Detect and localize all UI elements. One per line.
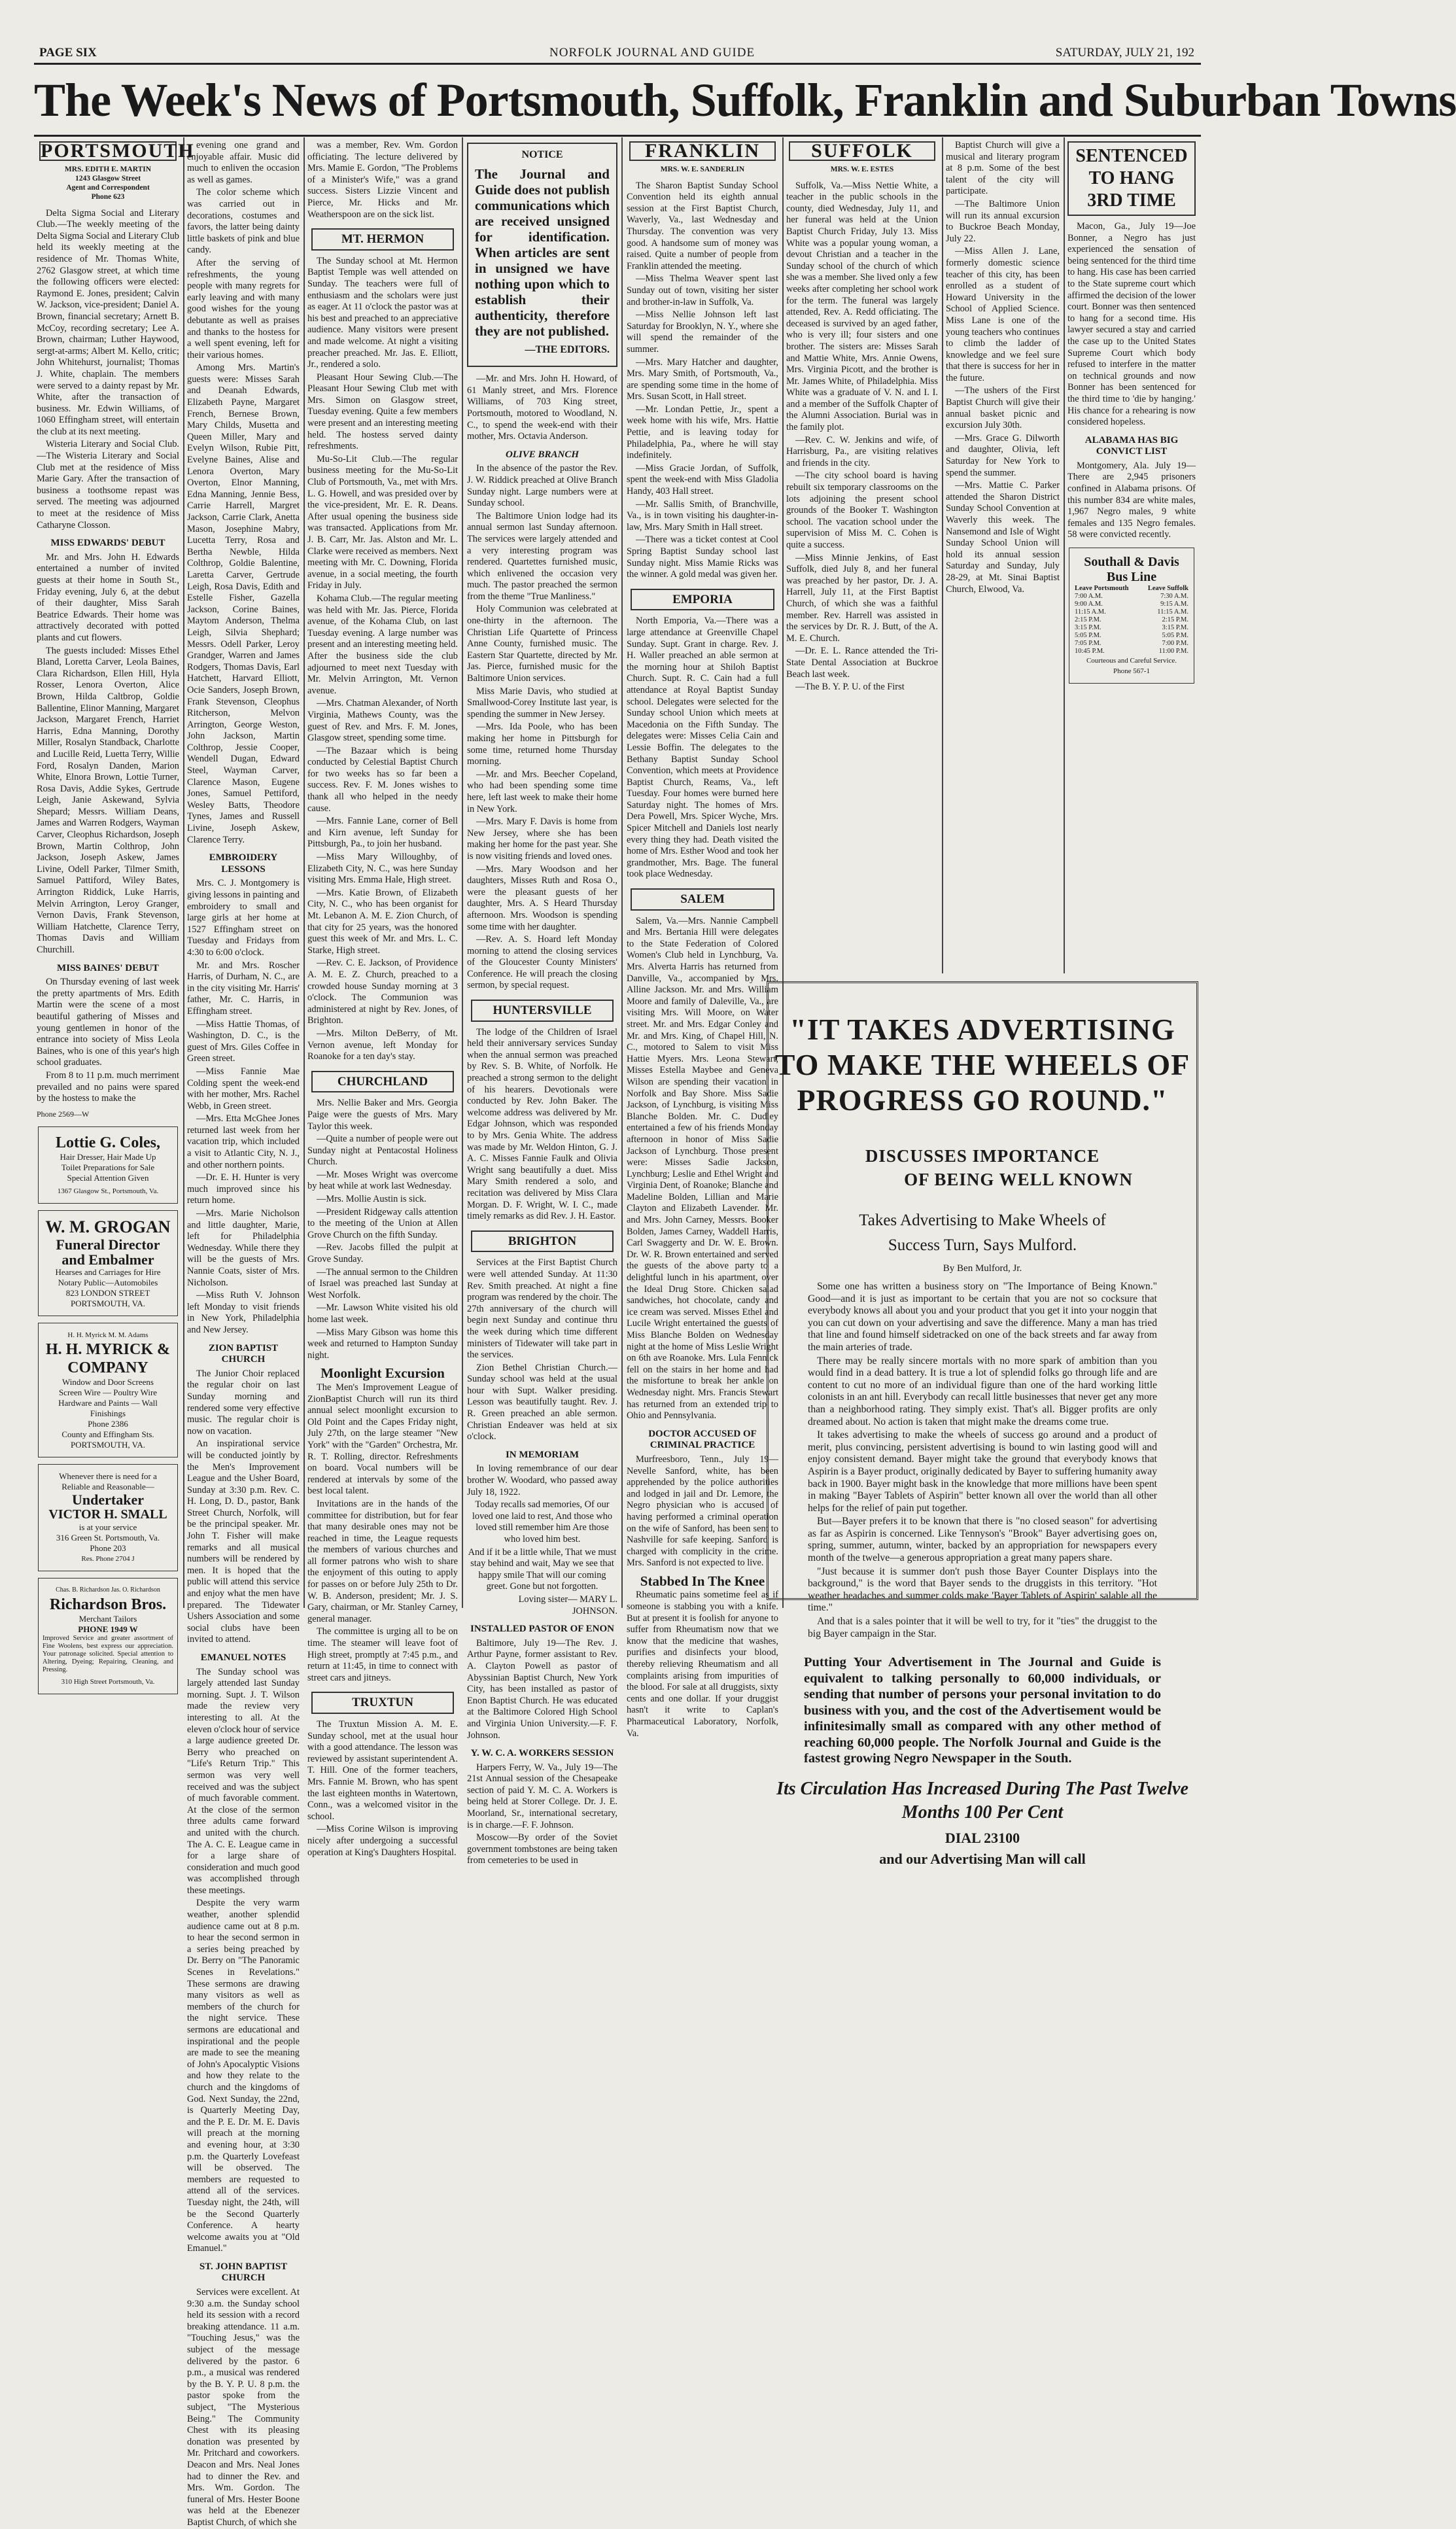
advertising-feature (767, 981, 1198, 1867)
headline-boxed: CHURCHLAND (311, 1071, 454, 1093)
headline: Moonlight Excursion (321, 1365, 445, 1382)
column-divider (303, 137, 305, 1608)
bus-schedule-row (1073, 624, 1190, 632)
headline: OLIVE BRANCH (505, 449, 580, 460)
section-title-suffolk: SUFFOLK (789, 141, 935, 161)
article-paragraph: —Mrs. Marie Nicholson and little daughter, Marie, left for Philadelphia Wednesday. While there they will be the guests of Mrs. Nannie Coats, sister of Mrs. Nicholson. (187, 1208, 300, 1288)
article-paragraph: —The B. Y. P. U. of the First (795, 682, 905, 693)
article-paragraph: Harpers Ferry, W. Va., July 19—The 21st Annual session of the Chesapeake section of paid Y. M. C. A. Workers is being held at Storer College. Dr. J. E. Moorland, Sr., international secretary, is in charge.—F. F. Johnson. (467, 1762, 617, 1830)
article-paragraph: It takes advertising to make the wheels of success go around and a product of merit, plus convincing, persistent advertising is bound to win lasting good will and enjoy consistent demand. Bayer might take the ground that everybody knows that Aspirin is a Bayer product, originally dedicated by Bayer to suffering humanity away back in 1900. Bayer might bask in the knowledge that more millions have been spent in making "Bayer Tablets of Aspirin" better known all over the world than all other helps for the relief of pain put together. (808, 1429, 1157, 1514)
ad-headline: "IT TAKES ADVERTISING TO MAKE THE WHEELS OF PROGRESS GO ROUND." (774, 1013, 1190, 1117)
headline: ALABAMA HAS BIG CONVICT LIST (1084, 434, 1179, 457)
article-paragraph: —The Baltimore Union will run its annual excursion to Buckroe Beach Monday, July 22. (946, 198, 1060, 244)
bus-time-suffolk: 9:15 A.M. (1160, 601, 1188, 608)
ad-callout: and our Advertising Man will call (879, 1850, 1086, 1867)
article-paragraph: Wisteria Literary and Social Club.—The Wisteria Literary and Social Club met at the residence of Miss Marie Gary. After the transaction of business a toothsome repast was served. The meeting was adjourned to meet at the residence of Miss Catharyne Closson. (37, 439, 179, 531)
article-paragraph: Macon, Ga., July 19—Joe Bonner, a Negro has just experienced the sensation of being sentenced for the third time to hang. His case has been carried to the State supreme court which affirmed the decision of the lower court. Bonner was then sentenced to hang for a second time. His lawyer secured a stay and carried the case up to the United States Supreme Court which body refused to interfere in the matter on technical grounds and now Bonner has been sentenced for the third time to 'die by hanging.' His chance for a rehearing is now considered hopeless. (1067, 221, 1196, 428)
bus-time-portsmouth: 10:45 P.M. (1075, 648, 1105, 655)
headline: ZION BAPTIST CHURCH (208, 1342, 279, 1365)
bus-schedule-row (1073, 616, 1190, 624)
column-news-briefs (1067, 140, 1196, 971)
correspondent-byline: MRS. W. E. SANDERLIN (660, 165, 745, 173)
article-paragraph: Baltimore, July 19—The Rev. J. Arthur Payne, former assistant to Rev. A. Clayton Powell as pastor of Abyssinian Baptist Church, New York City, has been installed as pastor of Enon Baptist Church. He was educated at the Baltimore Colored High School and Virginia Union University.—F. F. Johnson. (467, 1637, 617, 1741)
column-suffolk-continued (946, 140, 1060, 971)
article-paragraph: —Mrs. Fannie Lane, corner of Bell and Kirn avenue, left Sunday for Pittsburgh, Pa., to join her husband. (307, 816, 458, 850)
article-paragraph: Montgomery, Ala. July 19—There are 2,945 prisoners confined in Alabama prisons. Of this number 834 are white males, 1,967 Negro males, 9 white females and 135 Negro females. 58 were convicted recently. (1067, 460, 1196, 540)
article-paragraph: The Sunday school was largely attended last Sunday morning. Supt. J. T. Wilson made the review very interesting to all. At the eleven o'clock hour of service a large audience greeted Dr. Berry who preached on "Life's Return Trip." This sermon was very well received and was the subject of much favorable comment. At the close of the sermon three adults came forward and united with the church. The A. C. E. League came in for a large share of consideration and much good was accomplished through these meetings. (187, 1666, 300, 1896)
article-paragraph: —Mr. Sallis Smith, of Branchville, Va., is in town visiting his daughter-in-law, Mrs. Mary Smith in Hall street. (627, 498, 778, 532)
article-paragraph: —Rev. Jacobs filled the pulpit at Grove Sunday. (307, 1242, 458, 1265)
bus-time-suffolk: 5:05 P.M. (1162, 632, 1188, 640)
signature: Loving sister— MARY L. JOHNSON. (518, 1594, 617, 1616)
article-paragraph: Holy Communion was celebrated at one-thirty in the afternoon. The Christian Life Quartette of Princess Anne County, furnished music. The Eastern Star Quartette, directed by Mr. Jas. Pierce, furnished music for the Baltimore Union services. (467, 604, 617, 684)
headline: Stabbed In The Knee (640, 1573, 765, 1589)
article-paragraph: In loving remembrance of our dear brother W. Woodard, who passed away July 18, 1922. (467, 1463, 617, 1497)
headline: MISS BAINES' DEBUT (57, 962, 159, 973)
article-paragraph: —Mr. and Mrs. Beecher Copeland, who had been spending some time here, left last week to make their home in New York. (467, 769, 617, 814)
article-paragraph: Moscow—By order of the Soviet government tombstones are being taken from cemeteries to be used in (467, 1832, 617, 1866)
column-portsmouth-continued (187, 140, 300, 2528)
ad-circulation: Its Circulation Has Increased During The Past Twelve Months 100 Per Cent (776, 1778, 1188, 1823)
article-paragraph: —Miss Allen J. Lane, formerly domestic science teacher of this city, has been enrolled as a student of Howard University in the School of Applied Science. Miss Lane is one of the young teachers who continues to climb the ladder of knowledge and we feel sure that there is success for her in the future. (946, 246, 1060, 383)
page-number: PAGE SIX (39, 46, 97, 60)
article-paragraph: —Mrs. Milton DeBerry, of Mt. Vernon avenue, left Monday for Roanoke for a ten day's stay. (307, 1028, 458, 1062)
article-paragraph: —Mrs. Katie Brown, of Elizabeth City, N. C., who has been organist for Mt. Lebanon A. M. E. Zion Church, of that city for 25 years, was the honored guest this week of Mr. and Mrs. L. C. Starke, High street. (307, 887, 458, 956)
article-paragraph: —Mrs. Mollie Austin is sick. (317, 1194, 426, 1205)
poem-stanza: And if it be a little while, That we must stay behind and wait, May we see that happy smile That will our coming greet. Gone but not forgotten. (468, 1546, 617, 1592)
article-paragraph: Mr. and Mrs. John H. Edwards entertained a number of invited guests at their home in South St., Friday evening, July 6, at the debut of their daughter, Miss Sarah Beatrice Edwards. Their home was attractively decorated with potted plants and cut flowers. (37, 551, 179, 643)
editors-notice: NOTICE The Journal and Guide does not publish communications which are received unsigned for identification. When articles are sent in unsigned we have nothing upon which to establish their authenticity, therefore they are not published. —THE EDITORS. (467, 143, 617, 367)
bus-schedule-row (1073, 608, 1190, 616)
bus-time-suffolk: 11:00 P.M. (1158, 648, 1188, 655)
article-paragraph: The Junior Choir replaced the regular choir on last Sunday morning and rendered some very effective music. The regular choir is now on vacation. (187, 1368, 300, 1437)
ad-victor-small: Whenever there is need for a Reliable and Reasonable— Undertaker VICTOR H. SMALL is at your service 316 Green St. Portsmouth, Va. Phone 203 Res. Phone 2704 J (38, 1464, 178, 1571)
section-title-franklin: FRANKLIN (629, 141, 776, 161)
phone-line: Phone 2569—W (37, 1109, 90, 1119)
article-paragraph: —Dr. E. H. Hunter is very much improved since his return home. (187, 1172, 300, 1206)
article-paragraph: —Mrs. Mary Hatcher and daughter, Mrs. Mary Smith, of Portsmouth, Va., are spending some time in the home of Mrs. Susan Scott, in Hall street. (627, 357, 778, 402)
ad-deck: Takes Advertising to Make Wheels of Success Turn, Says Mulford. (859, 1212, 1106, 1254)
article-paragraph: Mrs. Nellie Baker and Mrs. Georgia Paige were the guests of Mrs. Mary Taylor this week. (307, 1098, 458, 1132)
article-paragraph: —Rev. C. W. Jenkins and wife, of Harrisburg, Pa., are visiting relatives and friends in the city. (786, 434, 938, 468)
article-paragraph: —Rev. C. E. Jackson, of Providence A. M. E. Z. Church, preached to a crowded house Sunday morning at 3 o'clock. The Communion was administered at night by Rev. Jones, of Brighton. (307, 958, 458, 1026)
article-paragraph: Invitations are in the hands of the committee for distribution, but for fear that many desirable ones may not be reached in time, the League requests the members of various churches and all former patrons who wish to share the enjoyment of this outing to apply for passes on or before July 25th to Dr. W. B. Anderson, president; Mr. J. S. Gary, chairman, or Mr. Stanley Carney, general manager. (307, 1498, 458, 1624)
headline-boxed: EMPORIA (631, 589, 774, 611)
article-paragraph: Suffolk, Va.—Miss Nettie White, a teacher in the public schools in the county, died Wednesday, July 11, and her funeral was held at the Union Baptist Church Friday, July 13. Miss White was a popular young woman, a devout Christian and a teacher in the Sunday school of the church of which she was a member. She lived only a few weeks after completing her school work for the term. The funeral was largely attended, Rev. A. Redd officiating. The deceased is survived by an aged father, who is very ill; four sisters and one brother. The sisters are: Misses Sarah and Mattie White, Mrs. Annie Owens, Mrs. Virginia Picott, and the brother is Mr. James White, of Philadelphia. Miss White was a graduate of V. N. and I. I. and a member of the Suffolk Chapter of the Alumni Association. Burial was in the family plot. (786, 180, 938, 433)
headline: INSTALLED PASTOR OF ENON (470, 1624, 614, 1635)
column-divider (1064, 137, 1065, 973)
article-paragraph: There may be really sincere mortals with no more spark of ambition than you would find in a dead battery. It is true a lot of splendid folks go through life and are content to cut no more of an individual figure than one of the hard working little colonists in an ant hill. Everybody can recall little businesses that never get any more than a neighborhood rating. They simply exist. That's all. Bigger profits are only dreamed about. No action is taken that might make the dreams come true. (808, 1355, 1157, 1427)
bus-time-suffolk: 3:15 P.M. (1162, 624, 1188, 632)
article-paragraph: North Emporia, Va.—There was a large attendance at Greenville Chapel Sunday. Supt. Grant in charge. Rev. J. H. Waller preached an able sermon at the morning hour at Shiloh Baptist Church. Supt. R. C. Cain had a full attendance at Royal Baptist Sunday school. Delegates were selected for the Sunday school Union which meets at Macedonia on the Fifth Sunday. The delegates were: Misses Celia Cain and Lessie Boffin. The delegates to the Bethany Baptist Sunday School Convention, which meets at Providence Baptist Church, Reams, Va., left Tuesday. Four homes were burned here Saturday night. The homes of Mrs. Dera Powell, Mrs. Spicer Wyche, Mrs. Spicer Mitchell and Daniels lost nearly every thing they had. Death visited the home of Mrs. Esther Wood and took her grandmother, Mrs. Bage. The funeral took place Wednesday. (627, 616, 778, 880)
column-mt-hermon (307, 140, 458, 1858)
article-paragraph: Delta Sigma Social and Literary Club.—The weekly meeting of the Delta Sigma Social and Literary Club held its weekly meeting at the residence of Mr. Thomas White, 2762 Glasgow street, at which time the following officers were elected: Raymond E. Jones, president; Calvin W. Jackson, vice-president; Daniel A. Brown, financial secretary; Arnett B. McCoy, recording secretary; Lee A. Brown, chairman; Luther Haywood, sergt-at-arms; Albert M. Kello, critic; John Whitehurst, journalist; Thomas J. White, chaplain. The members were served to a dainty repast by Mr. White, after the transaction of business. Mr. Edwin Williams, of 1060 Effingham street, will entertain the club at its next meeting. (37, 207, 179, 437)
article-paragraph: Murfreesboro, Tenn., July 19—Nevelle Sanford, white, has been apprehended by the police authorities and lodged in jail and Dr. Lemore, the Negro physician who is accused of having performed a criminal operation on the wife of Sanford, has been sent to Nashville for safe keeping. Sanford is charged with complicity in the crime. Mrs. Sanford is not expected to live. (627, 1454, 778, 1569)
article-paragraph: —Miss Gracie Jordan, of Suffolk, spent the week-end with Miss Gladolia Handy, 403 Hall street. (627, 462, 778, 497)
article-paragraph: From 8 to 11 p.m. much merriment prevailed and no pains were spared by the hostess to make the (37, 1070, 179, 1104)
article-paragraph: Zion Bethel Christian Church.—Sunday school was held at the usual hour with Supt. Walker presiding. Lesson was beautifully taught. Rev. J. R. Green preached an able sermon. Christian Endeaver was held at six o'clock. (467, 1362, 617, 1442)
article-paragraph: Pleasant Hour Sewing Club.—The Pleasant Hour Sewing Club met with Mrs. Simon on Glasgow street, Tuesday evening. Quite a few members were present and an interesting meeting held. The hostess served dainty refreshments. (307, 372, 458, 452)
ad-lottie-coles: Lottie G. Coles, Hair Dresser, Hair Made Up Toilet Preparations for Sale Special Attention Given 1367 Glasgow St., Portsmouth, Va. (38, 1126, 178, 1204)
headline-boxed: BRIGHTON (471, 1230, 614, 1253)
article-paragraph: —The annual sermon to the Children of Israel was preached last Sunday at West Norfolk. (307, 1266, 458, 1300)
article-paragraph: was a member, Rev. Wm. Gordon officiating. The lecture delivered by Mrs. Mamie E. Gordon, "The Problems of a Minister's Wife," was a grand success. Sisters Lizzie Vincent and Pierce, Mr. Hicks and Mr. Weatherspoon are on the sick list. (307, 140, 458, 220)
headline: MISS EDWARDS' DEBUT (50, 538, 165, 549)
article-paragraph: —Mrs. Chatman Alexander, of North Virginia, Mathews County, was the guest of Rev. and Mrs. F. M. Jones, Glasgow street, spending some time. (307, 698, 458, 744)
article-paragraph: Despite the very warm weather, another splendid audience came out at 8 p.m. to hear the second sermon in a series being preached by Dr. Berry on "The Panoramic Scenes in Revelations." These sermons are drawing many visitors as well as members of the church for the night service. These sermons are educational and inspirational and the people are made to see the meaning of John's Apocalyptic Visions and how they relate to the church and the kingdoms of God. Next Sunday, the 22nd, is Quarterly Meeting Day, and the P. E. Dr. M. E. Davis will preach at the morning and evening hour, at 3:30 p.m. the Quarterly Lovefeast will be observed. The members are requested to attend all of the services. Tuesday night, the 24th, will be the Second Quarterly Conference. A hearty welcome awaits you at "Old Emanuel." (187, 1898, 300, 2254)
article-paragraph: —Miss Thelma Weaver spent last Sunday out of town, visiting her sister and brother-in-law in Suffolk, Va. (627, 273, 778, 307)
bus-time-portsmouth: 11:15 A.M. (1075, 608, 1106, 616)
masthead: The Week's News of Portsmouth, Suffolk, Franklin and Suburban Towns (34, 74, 1456, 126)
article-paragraph: —Mrs. Etta McGhee Jones returned last week from her vacation trip, which included a visit to Atlantic City, N. J., and other northern points. (187, 1113, 300, 1170)
article-paragraph: —Mrs. Mary Woodson and her daughters, Misses Ruth and Rosa O., were the pleasant guests of her daughter, Mrs. A. S Heard Thursday afternoon. Mrs. Woodson is spending some time with her daughter. (467, 863, 617, 932)
headline: IN MEMORIAM (505, 1449, 580, 1460)
headline-boxed: TRUXTUN (311, 1692, 454, 1714)
article-paragraph: —Mrs. Ida Poole, who has been making her home in Pittsburgh for some time, returned home Thursday morning. (467, 722, 617, 767)
ad-phone: DIAL 23100 (945, 1829, 1020, 1846)
article-paragraph: —Mr. and Mrs. John H. Howard, of 61 Manly street, and Mrs. Florence Williams, of 703 King street, Portsmouth, motored to Woodland, N. C., to spend the week-end with their mother, Mrs. Octavia Anderson. (467, 374, 617, 442)
article-paragraph: —Mr. Moses Wright was overcome by heat while at work last Wednesday. (307, 1169, 458, 1192)
article-paragraph: —The city school board is having rebuilt six temporary classrooms on the lots adjoining the present school grounds of the Booker T. Washington school. The vacation school under the supervision of Miss M. C. Cohen is quite a success. (786, 470, 938, 550)
article-paragraph: —There was a ticket contest at Cool Spring Baptist Sunday school last Sunday night. Miss Mamie Ricks was the winner. A gold medal was given her. (627, 534, 778, 580)
column-portsmouth (37, 140, 195, 1686)
article-paragraph: Among Mrs. Martin's guests were: Misses Sarah and Deanah Edwards, Elizabeth Payne, Margaret French, Bernese Brown, Mary Childs, Musetta and Queen Miller, Mary and Evelyn Wilson, Rubie Pitt, Evelyne Baines, Alise and Lenora Overton, Mary Overton, Elnor Manning, Edna Manning, Jennie Bess, Carrie Harrell, Margret Jackson, Carrie Clark, Anetta Mason, Josephine Mabry, Lucetta Terry, Rosa and Bertha Newble, Hilda Colthrop, Goldie Balentine, Laretta Carver, Gertrude Leigh, Rosa Davis, Edith and Estelle Fisher, Gazella Jackson, Corine Baines, Maytom Anderson, Thelma Leigh, Silvia Shephard; Messrs. Odell Parker, Leroy Grandger, Warren and James Rodgers, Thomas Davis, Earl Hatchett, Harvard Elliott, Ocie Sanders, Joseph Brown, Frank Stevenson, Cleophus Ritcherson, Melvon Arrington, George Weston, John Jackson, Martin Colthrop, Jessie Cooper, Wendell Dugan, Edward Steel, Wayman Carver, Clarence Mason, Eugene Jones, Samuel Pettiford, Wesley Batts, Theodore Tynes, James and Russell Livine, Joseph Askew, Clarence Terry. (187, 362, 300, 845)
article-paragraph: —Miss Minnie Jenkins, of East Suffolk, died July 8, and her funeral was preached by her pastor, Dr. J. A. Harrell, July 11, at the First Baptist Church, of which she was a faithful member. Rev. Harrell was assisted in the services by Dr. R. J. Butt, of the A. M. E. Church. (786, 552, 938, 644)
column-divider (942, 137, 943, 973)
article-paragraph: The Men's Improvement League of ZionBaptist Church will run its third annual select moonlight excursion to Old Point and the Capes Friday night, July 27th, on the large steamer "New York" with the "Garden" Orchestra, Mr. R. T. Rolling, director. Refreshments on board. Vocal numbers will be rendered at intervals by some of the best local talent. (307, 1382, 458, 1497)
article-paragraph: "Just because it is summer don't push those Bayer Counter Displays into the background," is the word that Bayer sends to the druggists in this territory. "Hot weather headaches and summer colds make 'Bayer Tablets of Aspirin' salable all the time." (808, 1565, 1157, 1614)
bus-time-portsmouth: 3:15 P.M. (1075, 624, 1101, 632)
article-paragraph: —Mrs. Grace G. Dilworth and daughter, Olivia, left Saturday for New York to spend the summer. (946, 432, 1060, 478)
article-paragraph: But—Bayer prefers it to be known that there is "no closed season" for advertising as far as Aspirin is concerned. Like Tennyson's "Brook" Bayer advertising goes on, spring, summer, autumn, winter, backed by an appropriation for newspapers every month of the twelve—a generous appropriation a great many papers share. (808, 1516, 1157, 1564)
article-paragraph: In the absence of the pastor the Rev. J. W. Riddick preached at Olive Branch Sunday night. Large numbers were at Sunday school. (467, 463, 617, 509)
article-paragraph: After the serving of refreshments, the young people with many regrets for early leaving and with many good wishes for the young debutante as well as praises and thanks to the hostess for a well spent evening, left for their various homes. (187, 257, 300, 360)
article-paragraph: —Miss Hattie Thomas, of Washington, D. C., is the guest of Mrs. Giles Coffee in Green street. (187, 1019, 300, 1064)
article-paragraph: Rheumatic pains sometime feel as if someone is stabbing you with a knife. But at present it is foolish for anyone to suffer from Rheumatism now that we know that the medicine that washes, purifies and disinfects your blood, thereby relieving Rheumatism and all complaints arising from impurities of the blood. For sale at all druggists, sixty cents and one dollar. If your druggist hasn't it write to Caplan's Pharmaceutical Laboratory, Norfolk, Va. (627, 1590, 778, 1739)
article-paragraph: The Truxtun Mission A. M. E. Sunday school, met at the usual hour with a good attendance. The lesson was reviewed by assistant superintendent A. T. Hill. One of the former teachers, Mrs. Fannie M. Brown, who has spent the last eighteen months in Watertown, Conn., was a welcomed visitor in the school. (307, 1719, 458, 1822)
column-suffolk (786, 140, 938, 971)
article-paragraph: The guests included: Misses Ethel Bland, Loretta Carver, Leola Baines, Clara Richardson, Ellen Hill, Hyla Rosser, Lenora Overton, Alice Brown, Hilda Caltbrop, Goldie Ballentine, Elinor Manning, Margaret Jackson, Margaret French, Harriet Harris, Edna Manning, Dorothy Miller, Rosalyn Standback, Charlotte and Lucille Reid, Luetta Terry, Willie Ford, Rosalyn Danden, Marion White, Elnora Brown, Lottie Turner, Rosa Davis, Addie Sykes, Gertrude Leigh, Janie Askewand, Sylvia Shepard; Messrs. William Deans, James and Warren Rodgers, Wayman Carver, Cleophus Richardson, Joseph Brown, Martin Colthrop, John Jackson, Joseph Askew, James Livine, Odell Parker, Tilmer Smith, Samuel Pattiford, Wiley Bates, Arrington Riddick, Luke Harris, Melvin Arrington, Leroy Granger, Vernon Davis, Frank Stevenson, William Hatchette, Clarence Terry, Thomas Davis and William Churchill. (37, 645, 179, 955)
headline: DOCTOR ACCUSED OF CRIMINAL PRACTICE (648, 1428, 757, 1451)
article-paragraph: —Miss Ruth V. Johnson left Monday to visit friends in New York, Philadelphia and New Jersey. (187, 1290, 300, 1335)
bus-schedule-row (1073, 640, 1190, 648)
article-paragraph: Mrs. C. J. Montgomery is giving lessons in painting and embroidery to small and large girls at her home at 1527 Effingham street on Tuesday and Fridays from 4:30 to 6:00 o'clock. (187, 878, 300, 958)
headline: Y. W. C. A. WORKERS SESSION (470, 1748, 614, 1759)
article-paragraph: The committee is urging all to be on time. The steamer will leave foot of High street, promptly at 7:45 p.m., and return at 11:45, in time to connect with street cars and jitneys. (307, 1626, 458, 1683)
correspondent-byline: MRS. EDITH E. MARTIN 1243 Glasgow Street Agent and Correspondent Phone 623 (64, 165, 152, 201)
article-paragraph: —Miss Nellie Johnson left last Saturday for Brooklyn, N. Y., where she will spend the remainder of the summer. (627, 309, 778, 355)
article-paragraph: The Sunday school at Mt. Hermon Baptist Temple was well attended on Sunday. The teachers were full of enthusiasm and the scholars were just as eager. At 11 o'clock the pastor was at his best and preached to an appreciative audience. Many visitors were present and made welcome. At night a visiting preacher preached. Mr. Jas. E. Elliott, Jr., rendered a solo. (307, 255, 458, 370)
ad-myrick: H. H. Myrick M. M. Adams H. H. MYRICK & COMPANY Window and Door Screens Screen Wire — Poultry Wire Hardware and Paints — Wall Finishings Phone 2386 County and Effingham Sts. PORTSMOUTH, VA. (38, 1323, 178, 1457)
ad-subheadline: DISCUSSES IMPORTANCE OF BEING WELL KNOWN (865, 1146, 1133, 1189)
article-paragraph: Some one has written a business story on "The Importance of Being Known." Good—and it is just as important to be certain that you are not so cocksure that everybody knows all about you and your product that you get it into your noggin that you can cut down on your advertising and save the difference. Many a man has tried that line and found himself sidetracked on one of the back streets and far away from the main arteries of trade. (808, 1281, 1157, 1353)
ad-pitch: Putting Your Advertisement in The Journal and Guide is equivalent to talking personally to 60,000 individuals, or sending that number of persons your personal invitation to do business with you, and the cost of the Advertisement would be infinitesimally small as compared with any other method of reaching 60,000 people. The Norfolk Journal and Guide is the fastest growing Negro Newspaper in the South. (804, 1655, 1161, 1766)
article-paragraph: —Mrs. Mattie C. Parker attended the Sharon District Sunday School Convention at Waverly this week. The Nansemond and Isle of Wight Sunday School Union will hold its annual session Saturday and Sunday, July 28-29, at Mt. Sinai Baptist Church, Elwood, Va. (946, 480, 1060, 595)
section-title-portsmouth: PORTSMOUTH (41, 140, 195, 162)
headline-boxed: MT. HERMON (311, 228, 454, 251)
bus-time-portsmouth: 5:05 P.M. (1075, 632, 1101, 640)
article-paragraph: And that is a sales pointer that it will be well to try, for it "ties" the druggist to the big Bayer campaign in the Star. (808, 1616, 1157, 1639)
ad-body (769, 1281, 1196, 1640)
article-paragraph: —Dr. E. L. Rance attended the Tri-State Dental Association at Buckroe Beach last week. (786, 646, 938, 680)
header-rule (34, 63, 1201, 65)
article-paragraph: Kohama Club.—The regular meeting was held with Mr. Jas. Pierce, Florida avenue, of the Kohama Club, on last Tuesday evening. A large number was present and an interesting meeting held. After the business side the club adjourned to meet next Tuesday with Mr. Melvin Arrington, Mt. Vernon avenue. (307, 593, 458, 696)
article-paragraph: —Miss Mary Willoughby, of Elizabeth City, N. C., was here Sunday visiting Mrs. Emma Hale, High street. (307, 852, 458, 886)
article-paragraph: Services at the First Baptist Church were well attended Sunday. At 11:30 Rev. Smith preached. At night a fine program was rendered by the choir. The 27th anniversary of the church will begin next Sunday and continue thru the week during which time different ministers of Tidewater will take part in the services. (467, 1257, 617, 1361)
column-divider (621, 137, 623, 1608)
article-paragraph: —Mr. Londan Pettie, Jr., spent a week home with his wife, Mrs. Hattie Pettie, and is leaving today for Philadelphia, Pa., where he will stay indefinitely. (627, 404, 778, 461)
bus-time-suffolk: 7:00 P.M. (1162, 640, 1188, 648)
bus-time-suffolk: 2:15 P.M. (1162, 616, 1188, 624)
paper-name: NORFOLK JOURNAL AND GUIDE (549, 46, 755, 60)
bus-time-suffolk: 11:15 A.M. (1157, 608, 1188, 616)
column-notice (467, 140, 617, 1866)
article-paragraph: The color scheme which was carried out in decorations, costumes and favors, the latter being dainty little baskets of pink and blue candy. (187, 187, 300, 256)
article-paragraph: —President Ridgeway calls attention to the meeting of the Union at Allen Grove Church on the fifth Sunday. (307, 1206, 458, 1240)
column-divider (462, 137, 463, 1608)
correspondent-byline: MRS. W. E. ESTES (830, 165, 894, 173)
article-paragraph: —Miss Corine Wilson is improving nicely after undergoing a successful operation at King's Daughters Hospital. (307, 1824, 458, 1858)
article-paragraph: On Thursday evening of last week the pretty apartments of Mrs. Edith Martin were the scene of a most beautiful gathering of Misses and young gentlemen in honor of the entrance into society of Miss Leola Baines, who is one of this year's high school graduates. (37, 977, 179, 1068)
article-paragraph: An inspirational service will be conducted jointly by the Men's Improvement League and the Usher Board, Sunday at 3:30 p.m. Rev. C. H. Long, D. D., pastor, Bank Street Church, Norfolk, will be the principal speaker. Mr. John T. Fisher will make remarks and all musical numbers will be rendered by men. It is hoped that the public will attend this service and enjoy what the men have prepared. The Tidewater Ushers Association and some social clubs have been invited to attend. (187, 1439, 300, 1645)
article-paragraph: The Sharon Baptist Sunday School Convention held its eighth annual session at the First Baptist Church, Waverly, Va., last Wednesday and Thursday. The convention was very good. A handsome sum of money was raised. Quite a number of people from Franklin attended the meeting. (627, 180, 778, 271)
ad-bus-line: Southall & Davis Bus Line Leave Portsmouth Leave Suffolk 7:00 A.M. 7:30 A.M. 9:00 A.M. 9:15 A.M. 11:15 A.M. 11:15 A.M. 2:15 P.M. 2:15 P.M. 3:15 P.M. 3:15 P.M. 5:05 P.M. 5:05 P.M. 7:05 P.M. 7:00 P.M. 10:45 P.M. 11:00 P.M. Courteous and Careful Service. Phone 567-1 (1069, 548, 1194, 684)
article-paragraph: —Mrs. Mary F. Davis is home from New Jersey, where she has been making her home for the past year. She is now visiting friends and loved ones. (467, 816, 617, 862)
article-paragraph: Services were excellent. At 9:30 a.m. the Sunday school held its session with a record breaking attendance. 11 a.m. "Touching Jesus," was the subject of the message delivered by the pastor. 6 p.m., a musical was rendered by the B. Y. P. U. 8 p.m. the pastor spoke from the subject, "The Mysterious Being." The Community Chest with its pleasing donation was presented by Mr. Pritchard and coworkers. Deacon and Mrs. Neal Jones had to dinner the Rev. and Mrs. Wm. Gordon. The funeral of Mrs. Hester Boone was held at the Ebenezer Baptist Church, of which she (187, 2287, 300, 2528)
headline: EMANUEL NOTES (200, 1652, 286, 1663)
headline-boxed: HUNTERSVILLE (471, 1000, 614, 1022)
article-paragraph: —Rev. A. S. Hoard left Monday morning to attend the closing services of the Gloucester County Ministers' Conference. He will preach the closing sermon, by special request. (467, 934, 617, 991)
bus-time-portsmouth: 7:00 A.M. (1075, 593, 1103, 601)
bus-time-portsmouth: 7:05 P.M. (1075, 640, 1101, 648)
article-paragraph: The Baltimore Union lodge had its annual sermon last Sunday afternoon. The services were largely attended and a very interesting program was rendered. Quartettes furnished music, which enlivened the occasion very much. The pastor preached the sermon from the theme "True Manliness." (467, 510, 617, 602)
ad-byline: By Ben Mulford, Jr. (943, 1263, 1022, 1274)
bus-schedule: Leave Portsmouth Leave Suffolk 7:00 A.M. 7:30 A.M. 9:00 A.M. 9:15 A.M. 11:15 A.M. 11:15 A.M. 2:15 P.M. 2:15 P.M. 3:15 P.M. 3:15 P.M. 5:05 P.M. 5:05 P.M. 7:05 P.M. 7:00 P.M. 10:45 P.M. 11:00 P.M. (1075, 585, 1188, 655)
article-paragraph: —Mr. Lawson White visited his old home last week. (307, 1302, 458, 1325)
headline-boxed: SALEM (631, 888, 774, 911)
ad-richardson: Chas. B. Richardson Jas. O. Richardson Richardson Bros. Merchant Tailors PHONE 1949 W Improved Service and greater assortment of Fine Woolens, best express our appreciation. Your patronage solicited. Special attention to Altering, Dyeing; Repairing, Cleaning, and Pressing. 310 High Street Portsmouth, Va. (38, 1578, 178, 1694)
column-franklin (627, 140, 778, 1739)
bus-schedule-row (1073, 632, 1190, 640)
bus-schedule-row (1073, 648, 1190, 655)
bus-time-portsmouth: 9:00 A.M. (1075, 601, 1103, 608)
issue-date: SATURDAY, JULY 21, 192 (1055, 46, 1194, 60)
bus-time-suffolk: 7:30 A.M. (1160, 593, 1188, 601)
masthead-rule (34, 135, 1201, 137)
bus-time-portsmouth: 2:15 P.M. (1075, 616, 1101, 624)
article-paragraph: —The Bazaar which is being conducted by Celestial Baptist Church for two weeks has so far been a success. Rev. F. M. Jones wishes to thank all who helped in the needy cause. (307, 745, 458, 814)
headline: EMBROIDERY LESSONS (209, 852, 278, 875)
article-paragraph: Miss Marie Davis, who studied at Smallwood-Corey Institute last year, is spending the summer in New Jersey. (467, 686, 617, 720)
article-paragraph: Baptist Church will give a musical and literary program at 8 p.m. Some of the best talent of the city will participate. (946, 140, 1060, 197)
page-header (39, 43, 1201, 61)
article-paragraph: —Quite a number of people were out Sunday night at Pentacostal Holiness Church. (307, 1134, 458, 1168)
article-paragraph: Mu-So-Lit Club.—The regular business meeting for the Mu-So-Lit Club of Portsmouth, Va., met with Mrs. L. G. Howell, and was presided over by the vice-president, Mr. E. R. Deans. After usual opening the business side was transacted. Applications from Mr. J. B. Carr, Mr. Jas. Alston and Mr. L. Clarke were received as members. Next meeting with Mr. C. Downing, Florida avenue, in a social meeting, the fourth Friday in July. (307, 453, 458, 591)
article-paragraph: —The ushers of the First Baptist Church will give their annual basket picnic and excursion July 30th. (946, 385, 1060, 431)
article-paragraph: Mr. and Mrs. Roscher Harris, of Durham, N. C., are in the city visiting Mr. Harris' father, Mr. C. Harris, in Effingham street. (187, 960, 300, 1017)
headline: ST. JOHN BAPTIST CHURCH (199, 2261, 288, 2284)
article-paragraph: —Miss Fannie Mae Colding spent the week-end with her mother, Mrs. Rachel Webb, in Green street. (187, 1066, 300, 1111)
bus-schedule-row (1073, 601, 1190, 608)
article-paragraph: The lodge of the Children of Israel held their anniversary services Sunday when the annual sermon was preached by Rev. S. B. White, of Norfolk. He preached a strong sermon to the delight of his hearers. Devotionals were conducted by Rev. John Baker. The welcome address was delivered by Mr. Edgar Johnson, which was responded to by Mrs. Genia White. The address was made by Mr. Weldon Hinton, G. J. A. C. Misses Fannie Faulk and Olivia Wright sang beautifully a duet. Miss Mary Smith rendered a solo, and recitation was delivered by Miss Clara Morgan. D. F. Wright, W. I. C., made timely remarks as did Rev. J. H. Eastor. (467, 1026, 617, 1222)
article-paragraph: evening one grand and enjoyable affair. Music did much to enliven the occasion as well as games. (187, 140, 300, 185)
article-paragraph: —Miss Mary Gibson was home this week and returned to Hampton Sunday night. (307, 1327, 458, 1361)
ad-grogan: W. M. GROGAN Funeral Director and Embalmer Hearses and Carriages for Hire Notary Public—Automobiles 823 LONDON STREET PORTSMOUTH, VA. (38, 1210, 178, 1316)
bus-schedule-row (1073, 593, 1190, 601)
headline-sentenced: SENTENCED TO HANG 3RD TIME (1067, 141, 1196, 216)
poem-stanza: Today recalls sad memories, Of our loved one laid to rest, And those who loved still remember him Are those who loved him best. (472, 1499, 613, 1544)
article-paragraph: Salem, Va.—Mrs. Nannie Campbell and Mrs. Bertania Hill were delegates to the State Federation of Colored Women's Club held in Lynchburg, Va. Mrs. Alverta Harris has returned from Danville, Va., accompanied by Mrs. Alline Jackson. Mr. and Mrs. William Moore and family of Daleville, Va., are visiting Mrs. Will Moore, on Water street. Mr. and Mrs. Edgar Conley and Mr. and Mrs. King, of Chapel Hill, N. C., motored to Salem to visit Miss Hattie Myers. Mrs. Leona Stewart, Misses Estella Maybee and Geneva Wilson are spending their vacation in Norfolk and Bay Shore. Miss Sadie Jackson, of Lynchburg, is visiting Miss Blanche Bolden. Mr. C. Dudley entertained a few of his friends Monday afternoon in honor of Miss Sadie Jackson of Lynchburg. Those present were: Misses Sadie Jackson, Lynchburg; Leslie and Ethel Wright and Virginia Dent, of Roanoke; Blanche and Madeline Bolden, Lillian and Marie Clayton and Elizabeth Lavender. Mr. and Mrs. John Carney, Messrs. Booker Bolden, James Carney, Waddell Harris, Carl Swaggerty and Dr. W. E. Brown. Dr. W. R. Brown entertained and served the guests of the above party to a delightful lunch in his apartment, over the Ideal Drug Store. Chicken salad sandwiches, hot chocolate, candy and ice cream was served. Misses Ethel and Lucile Wright entertained the guests of Miss Blanche Bolden on Wednesday night at the home of Miss Leslie Wright on 6th ave Roanoke. Mrs. Lula Fennick fell on the stairs in her home and had the misfortune to break her ankle on Wednesday night. Mrs. Francis Stewart has returned from an extended trip to Ohio and Pennsylvania. (627, 915, 778, 1421)
column-divider (183, 137, 184, 1608)
